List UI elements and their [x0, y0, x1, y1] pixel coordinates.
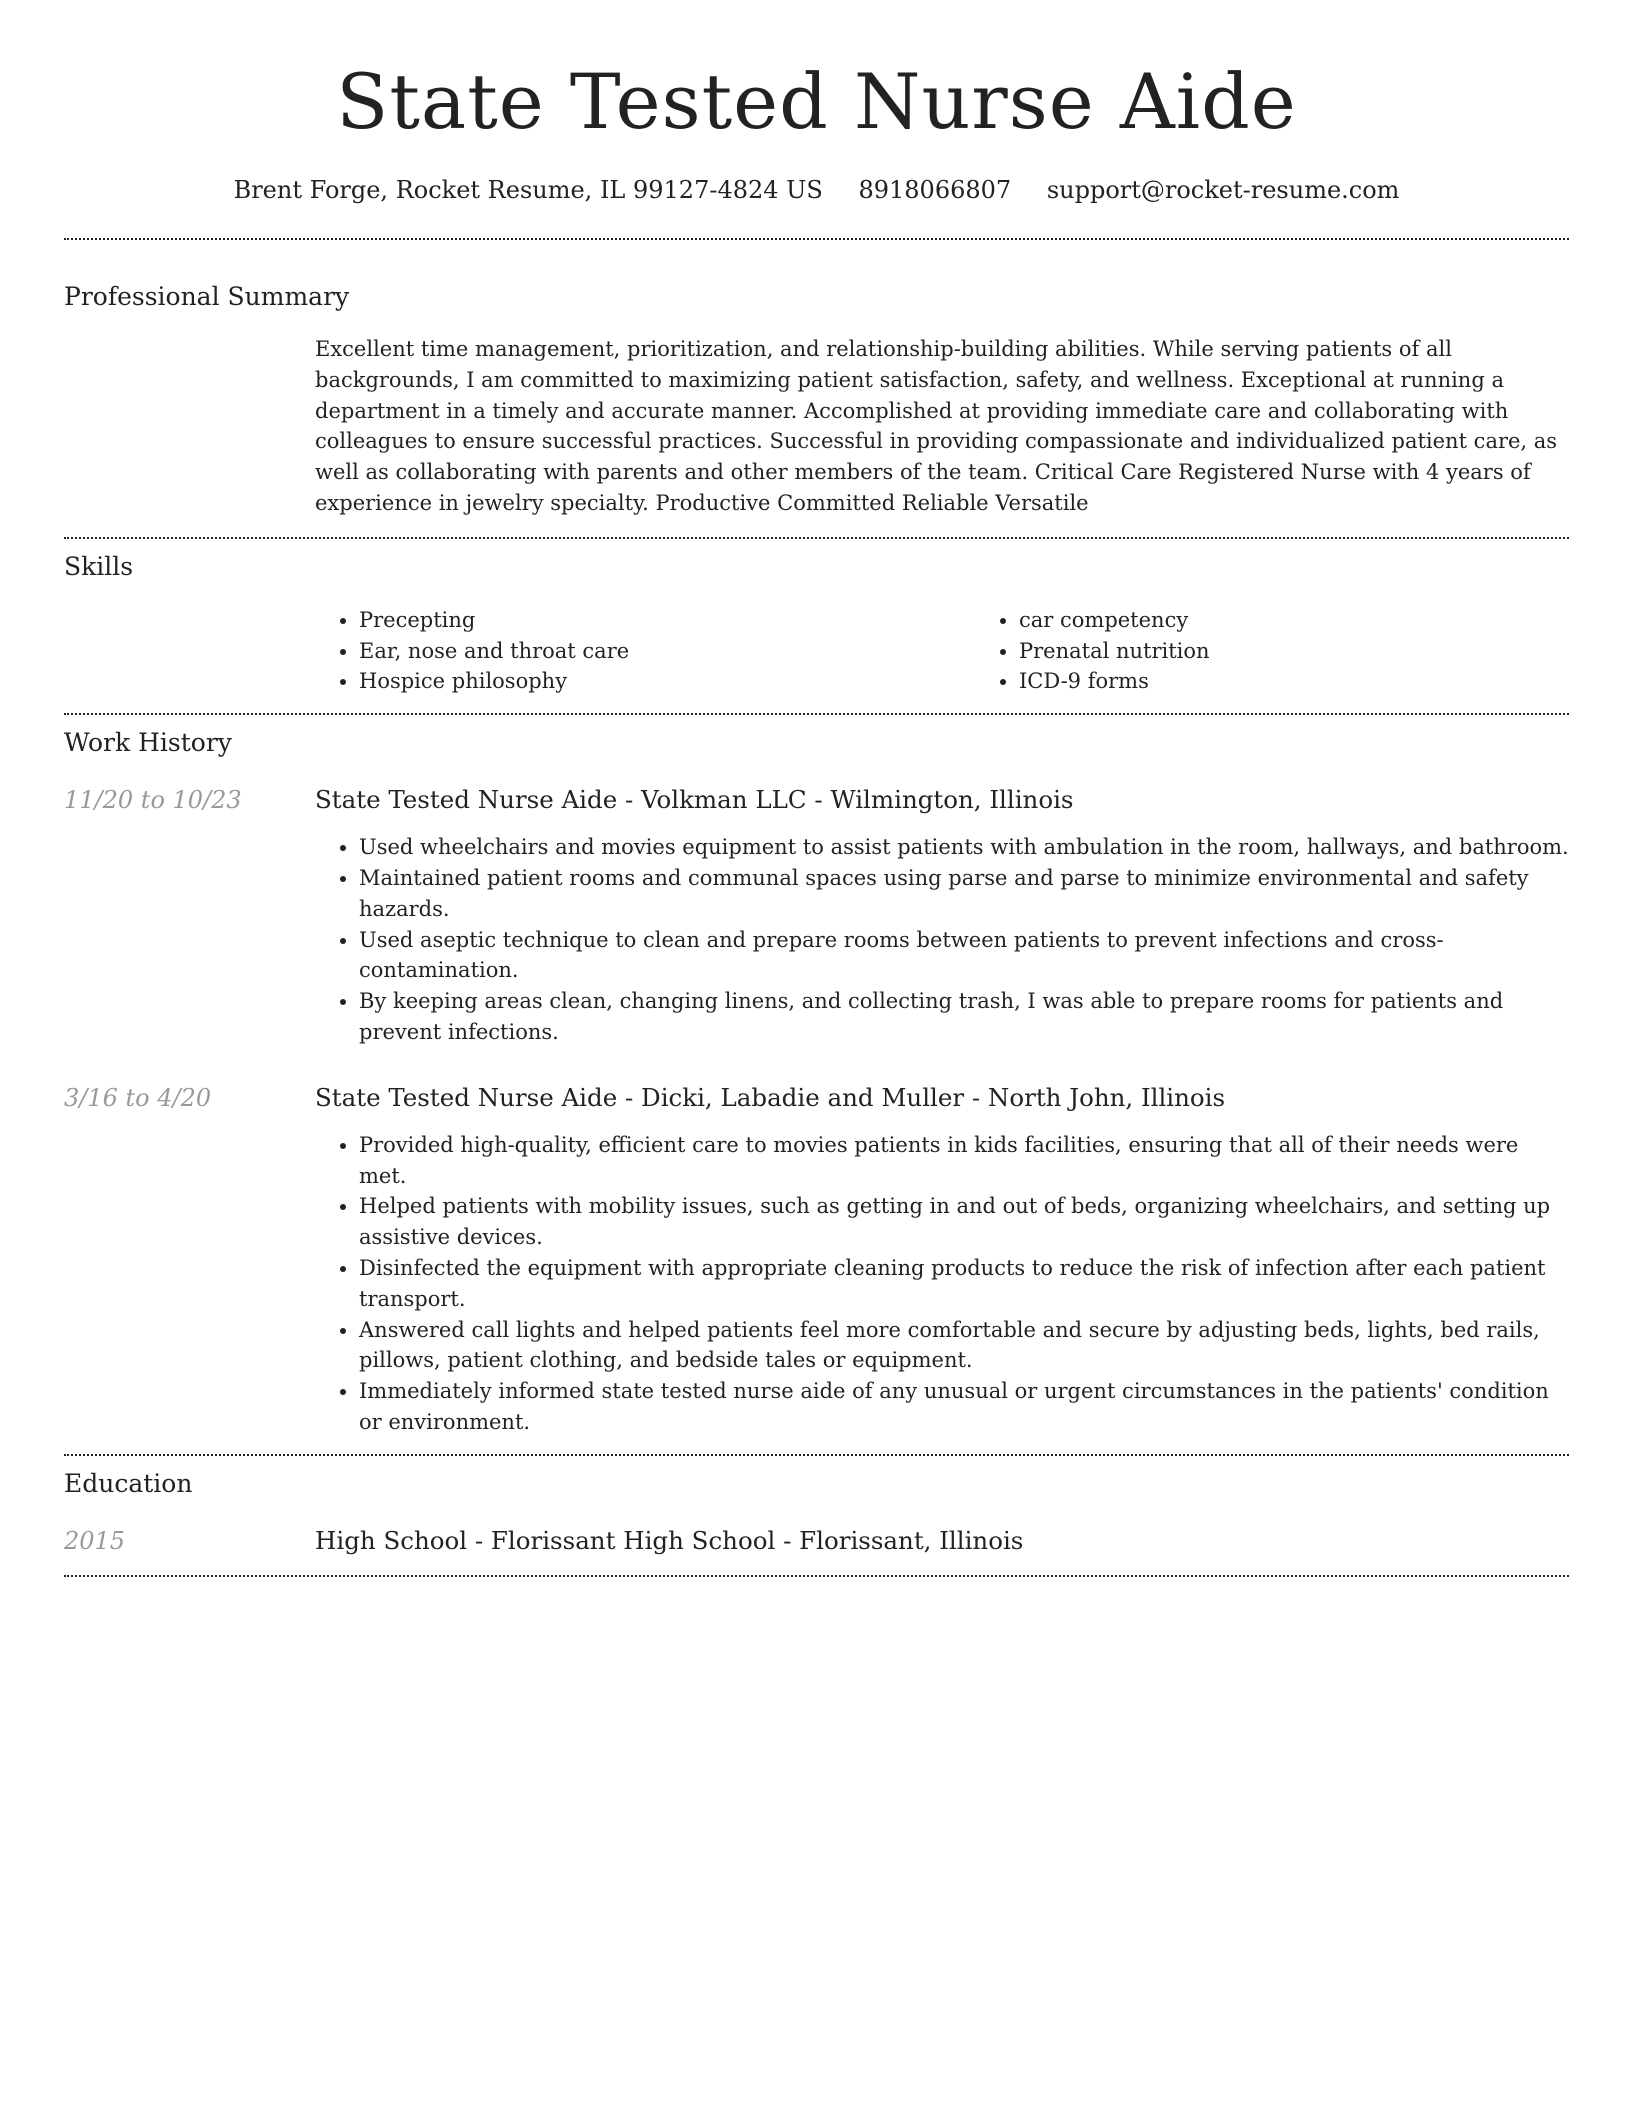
- education-entry: [64, 1525, 1569, 1557]
- skill-item: • Ear, nose and throat care: [359, 636, 975, 667]
- job-bullet: • Used wheelchairs and movies equipment to assist patients with ambulation in the room, hallways, and bathroom.: [359, 832, 1569, 863]
- work-section: [64, 727, 1569, 1438]
- divider: [64, 1575, 1569, 1577]
- job-details: [315, 784, 1569, 1048]
- skills-grid: [315, 605, 1632, 697]
- education-date: 2015: [64, 1526, 126, 1555]
- job-bullets: [315, 832, 1569, 1048]
- skill-item: • Precepting: [359, 605, 975, 636]
- divider: [64, 238, 1569, 240]
- skills-list-right: [975, 605, 1632, 697]
- summary-heading: Professional Summary: [64, 282, 350, 311]
- skill-item: • ICD-9 forms: [1019, 666, 1632, 697]
- contact-email: support@rocket-resume.com: [1046, 176, 1400, 204]
- job-bullet: • Immediately informed state tested nurse aide of any unusual or urgent circumstances in the patients' condition or environment.: [359, 1376, 1569, 1438]
- skill-item: • Prenatal nutrition: [1019, 636, 1632, 667]
- contact-phone: 8918066807: [858, 176, 1012, 204]
- education-title: High School - Florissant High School - Florissant, Illinois: [315, 1525, 1024, 1555]
- resume-page: [64, 0, 1569, 1577]
- summary-spacer: [64, 334, 315, 519]
- job-bullet: • Helped patients with mobility issues, such as getting in and out of beds, organizing wheelchairs, and setting up assistive devices.: [359, 1191, 1569, 1253]
- job-bullet: • Disinfected the equipment with appropriate cleaning products to reduce the risk of infection after each patient transport.: [359, 1253, 1569, 1315]
- job-bullet: • Used aseptic technique to clean and prepare rooms between patients to prevent infections and cross-contamination.: [359, 925, 1569, 987]
- education-heading: Education: [64, 1468, 193, 1498]
- divider: [64, 1454, 1569, 1456]
- skills-spacer: [64, 605, 315, 697]
- divider: [64, 537, 1569, 539]
- education-section: [64, 1468, 1569, 1557]
- job-entry: [64, 784, 1569, 1048]
- skills-heading: Skills: [64, 551, 134, 581]
- job-dates: 11/20 to 10/23: [64, 786, 242, 815]
- contact-line: [64, 174, 1569, 206]
- summary-text: Excellent time management, prioritization, and relationship-building abilities. While serving patients of all backgrounds, I am committed to maximizing patient satisfaction, safety, and wellness. Exceptional at running a department in a timely and accurate manner. Accomplished at providing immediate care and collaborating with colleagues to ensure successful practices. Successful in providing compassionate and individualized patient care, as well as collaborating with parents and other members of the team. Critical Care Registered Nurse with 4 years of experience in jewelry specialty. Productive Committed Reliable Versatile: [315, 337, 1558, 515]
- skills-row: [64, 605, 1569, 697]
- job-bullet: • Answered call lights and helped patients feel more comfortable and secure by adjusting beds, lights, bed rails, pillows, patient clothing, and bedside tales or equipment.: [359, 1315, 1569, 1377]
- skills-list-left: [315, 605, 975, 697]
- job-title: State Tested Nurse Aide - Volkman LLC - Wilmington, Illinois: [315, 785, 1074, 815]
- summary-row: [64, 334, 1569, 519]
- job-bullet: • By keeping areas clean, changing linens, and collecting trash, I was able to prepare rooms for patients and prevent infections.: [359, 986, 1569, 1048]
- education-details: [315, 1525, 1569, 1557]
- work-heading: Work History: [64, 728, 232, 758]
- job-bullets: [315, 1130, 1569, 1438]
- skills-section: [64, 551, 1569, 697]
- job-bullet: • Provided high-quality, efficient care to movies patients in kids facilities, ensuring that all of their needs were met.: [359, 1130, 1569, 1192]
- skill-item: • car competency: [1019, 605, 1632, 636]
- divider: [64, 713, 1569, 715]
- job-entry: [64, 1082, 1569, 1438]
- summary-section: [64, 281, 1569, 519]
- contact-address: Brent Forge, Rocket Resume, IL 99127-4824 US: [233, 176, 823, 204]
- job-bullet: • Maintained patient rooms and communal spaces using parse and parse to minimize environmental and safety hazards.: [359, 863, 1569, 925]
- job-title: State Tested Nurse Aide - Dicki, Labadie and Muller - North John, Illinois: [315, 1082, 1226, 1112]
- skill-item: • Hospice philosophy: [359, 666, 975, 697]
- job-dates: 3/16 to 4/20: [64, 1083, 212, 1112]
- job-details: [315, 1082, 1569, 1438]
- resume-title: State Tested Nurse Aide: [336, 57, 1297, 146]
